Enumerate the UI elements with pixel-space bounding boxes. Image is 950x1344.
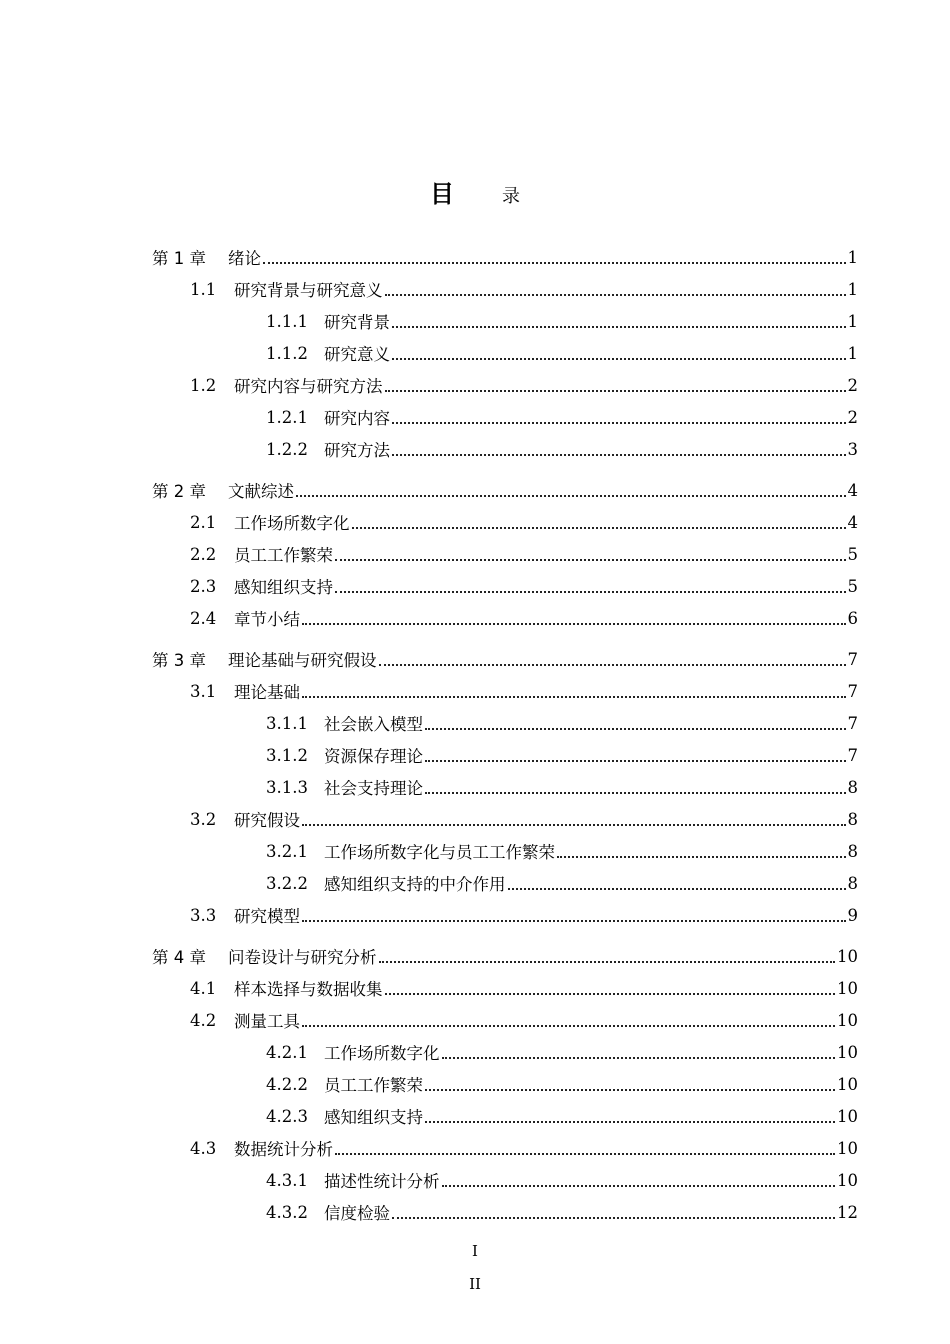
toc-entry[interactable] bbox=[0, 1196, 950, 1228]
toc-entry-title: 员工工作繁荣 bbox=[234, 546, 333, 565]
dot-leader bbox=[423, 771, 848, 803]
toc-entry-title: 社会嵌入模型 bbox=[324, 715, 423, 734]
toc-entry-page: 10 bbox=[837, 1010, 858, 1030]
toc-entry-number: 第 1 章 bbox=[152, 249, 206, 268]
toc-entry-title: 社会支持理论 bbox=[324, 779, 423, 798]
toc-entry-title: 研究模型 bbox=[234, 907, 300, 926]
toc-entry-title: 文献综述 bbox=[228, 482, 294, 501]
toc-entry[interactable] bbox=[0, 305, 950, 337]
toc-entry-page: 8 bbox=[847, 873, 858, 893]
toc-entry-page: 7 bbox=[847, 713, 858, 733]
dot-leader bbox=[300, 899, 848, 931]
toc-entry[interactable] bbox=[0, 803, 950, 835]
toc-entry[interactable] bbox=[0, 1004, 950, 1036]
toc-entry-page: 5 bbox=[847, 544, 858, 564]
toc-entry-page: 10 bbox=[837, 1170, 858, 1190]
dot-leader bbox=[506, 867, 848, 899]
dot-leader bbox=[423, 1100, 837, 1132]
toc-entry-title: 样本选择与数据收集 bbox=[234, 980, 383, 999]
toc-entry[interactable] bbox=[0, 538, 950, 570]
dot-leader bbox=[423, 739, 848, 771]
toc-entry-title: 研究内容与研究方法 bbox=[234, 377, 383, 396]
toc-entry-title: 资源保存理论 bbox=[324, 747, 423, 766]
toc-entry-page: 3 bbox=[847, 439, 858, 459]
toc-entry-number: 第 3 章 bbox=[152, 651, 206, 670]
toc-entry-title: 感知组织支持 bbox=[234, 578, 333, 597]
dot-leader bbox=[261, 241, 848, 273]
toc-entry[interactable] bbox=[0, 1164, 950, 1196]
dot-leader bbox=[390, 1196, 837, 1228]
toc-entry-number: 3.1.3 bbox=[266, 777, 308, 797]
toc-entry-page: 10 bbox=[837, 978, 858, 998]
toc-entry-page: 1 bbox=[847, 343, 858, 363]
toc-entry-title: 数据统计分析 bbox=[234, 1140, 333, 1159]
dot-leader bbox=[300, 675, 848, 707]
toc-entry-page: 10 bbox=[837, 1074, 858, 1094]
toc-entry[interactable] bbox=[0, 899, 950, 931]
toc-entry-page: 1 bbox=[847, 311, 858, 331]
toc-entry-title: 感知组织支持的中介作用 bbox=[324, 875, 506, 894]
page-number-2: II bbox=[469, 1275, 481, 1293]
dot-leader bbox=[423, 707, 848, 739]
toc-entry-page: 7 bbox=[847, 681, 858, 701]
toc-entry-title: 问卷设计与研究分析 bbox=[228, 948, 377, 967]
toc-entry-number: 4.2.1 bbox=[266, 1042, 308, 1062]
toc-entry-title: 工作场所数字化与员工工作繁荣 bbox=[324, 843, 555, 862]
dot-leader bbox=[350, 506, 848, 538]
toc-entry-page: 8 bbox=[847, 777, 858, 797]
toc-entry-title: 感知组织支持 bbox=[324, 1108, 423, 1127]
toc-entry-page: 10 bbox=[837, 1138, 858, 1158]
toc-entry-number: 4.1 bbox=[190, 978, 217, 998]
toc-entry-title: 研究背景 bbox=[324, 313, 390, 332]
dot-leader bbox=[377, 643, 848, 675]
toc-entry-title: 研究假设 bbox=[234, 811, 300, 830]
dot-leader bbox=[390, 305, 848, 337]
toc-entry[interactable] bbox=[0, 1036, 950, 1068]
toc-entry-number: 2.2 bbox=[190, 544, 217, 564]
dot-leader bbox=[333, 1132, 837, 1164]
toc-entry[interactable] bbox=[0, 506, 950, 538]
toc-entry-page: 10 bbox=[837, 1106, 858, 1126]
toc-entry-number: 3.1 bbox=[190, 681, 217, 701]
toc-entry[interactable] bbox=[0, 707, 950, 739]
toc-entry[interactable] bbox=[0, 369, 950, 401]
toc-entry-page: 12 bbox=[837, 1202, 858, 1222]
toc-entry-page: 4 bbox=[847, 512, 858, 532]
toc-entry-page: 4 bbox=[847, 480, 858, 500]
toc-entry[interactable] bbox=[0, 739, 950, 771]
toc-entry-title: 章节小结 bbox=[234, 610, 300, 629]
toc-entry-title: 理论基础与研究假设 bbox=[228, 651, 377, 670]
dot-leader bbox=[383, 972, 838, 1004]
toc-entry-number: 2.4 bbox=[190, 608, 217, 628]
page-title bbox=[0, 176, 950, 215]
dot-leader bbox=[555, 835, 848, 867]
toc-entry[interactable] bbox=[0, 1100, 950, 1132]
dot-leader bbox=[300, 1004, 837, 1036]
toc-entry-number: 第 4 章 bbox=[152, 948, 206, 967]
toc-entry-page: 10 bbox=[837, 946, 858, 966]
toc-entry-title: 工作场所数字化 bbox=[324, 1044, 440, 1063]
dot-leader bbox=[300, 602, 848, 634]
toc-entry-page: 8 bbox=[847, 841, 858, 861]
toc-entry[interactable] bbox=[0, 867, 950, 899]
toc-entry-number: 3.2 bbox=[190, 809, 217, 829]
dot-leader bbox=[333, 538, 848, 570]
toc-entry-page: 2 bbox=[847, 375, 858, 395]
title-char-1: 目 bbox=[430, 180, 454, 208]
toc-entry[interactable] bbox=[0, 771, 950, 803]
dot-leader bbox=[423, 1068, 837, 1100]
toc-entry-title: 工作场所数字化 bbox=[234, 514, 350, 533]
toc-entry-number: 1.2 bbox=[190, 375, 217, 395]
toc-entry[interactable] bbox=[0, 972, 950, 1004]
toc-entry-page: 2 bbox=[847, 407, 858, 427]
toc-entry-number: 1.1.1 bbox=[266, 311, 308, 331]
toc-entry[interactable] bbox=[0, 940, 950, 972]
dot-leader bbox=[383, 273, 848, 305]
dot-leader bbox=[390, 337, 848, 369]
dot-leader bbox=[383, 369, 848, 401]
toc-entry-number: 3.1.2 bbox=[266, 745, 308, 765]
toc-entry-title: 理论基础 bbox=[234, 683, 300, 702]
toc-entry-page: 7 bbox=[847, 649, 858, 669]
toc-entry-number: 3.1.1 bbox=[266, 713, 308, 733]
toc-entry-page: 10 bbox=[837, 1042, 858, 1062]
toc-entry[interactable] bbox=[0, 273, 950, 305]
toc-entry-number: 1.2.1 bbox=[266, 407, 308, 427]
dot-leader bbox=[440, 1164, 838, 1196]
toc-entry-number: 4.2 bbox=[190, 1010, 217, 1030]
toc-entry-title: 信度检验 bbox=[324, 1204, 390, 1223]
toc-entry[interactable] bbox=[0, 337, 950, 369]
toc-entry-page: 1 bbox=[847, 247, 858, 267]
dot-leader bbox=[440, 1036, 838, 1068]
toc-entry-title: 绪论 bbox=[228, 249, 261, 268]
toc-entry-title: 员工工作繁荣 bbox=[324, 1076, 423, 1095]
toc-entry-number: 2.3 bbox=[190, 576, 217, 596]
toc-entry-number: 3.3 bbox=[190, 905, 217, 925]
toc-entry[interactable] bbox=[0, 675, 950, 707]
toc-entry-page: 9 bbox=[847, 905, 858, 925]
toc-entry[interactable] bbox=[0, 474, 950, 506]
toc-entry-page: 5 bbox=[847, 576, 858, 596]
toc-entry[interactable] bbox=[0, 401, 950, 433]
title-char-2: 录 bbox=[502, 186, 520, 207]
toc-entry[interactable] bbox=[0, 1068, 950, 1100]
toc-entry-number: 2.1 bbox=[190, 512, 217, 532]
toc-entry-title: 研究方法 bbox=[324, 441, 390, 460]
toc-entry[interactable] bbox=[0, 1132, 950, 1164]
dot-leader bbox=[390, 401, 848, 433]
toc-entry-title: 研究意义 bbox=[324, 345, 390, 364]
toc-entry[interactable] bbox=[0, 602, 950, 634]
toc-entry-number: 1.1 bbox=[190, 279, 217, 299]
toc-entry[interactable] bbox=[0, 241, 950, 273]
toc-entry-page: 1 bbox=[847, 279, 858, 299]
dot-leader bbox=[300, 803, 848, 835]
toc-entry[interactable] bbox=[0, 433, 950, 465]
toc-entry-title: 测量工具 bbox=[234, 1012, 300, 1031]
dot-leader bbox=[377, 940, 838, 972]
toc-entry-number: 4.2.2 bbox=[266, 1074, 308, 1094]
dot-leader bbox=[294, 474, 848, 506]
toc-entry[interactable] bbox=[0, 643, 950, 675]
toc-entry-number: 4.2.3 bbox=[266, 1106, 308, 1126]
toc-entry-title: 描述性统计分析 bbox=[324, 1172, 440, 1191]
toc-entry-number: 第 2 章 bbox=[152, 482, 206, 501]
toc-entry-number: 1.1.2 bbox=[266, 343, 308, 363]
toc-entry-title: 研究背景与研究意义 bbox=[234, 281, 383, 300]
toc-entry-page: 8 bbox=[847, 809, 858, 829]
toc-entry-page: 6 bbox=[847, 608, 858, 628]
toc-entry-number: 3.2.2 bbox=[266, 873, 308, 893]
toc-entry[interactable] bbox=[0, 570, 950, 602]
dot-leader bbox=[333, 570, 848, 602]
toc-entry-number: 3.2.1 bbox=[266, 841, 308, 861]
toc-entry-title: 研究内容 bbox=[324, 409, 390, 428]
toc-entry[interactable] bbox=[0, 835, 950, 867]
toc-entry-number: 4.3.2 bbox=[266, 1202, 308, 1222]
toc-entry-number: 4.3 bbox=[190, 1138, 217, 1158]
toc-entry-number: 4.3.1 bbox=[266, 1170, 308, 1190]
dot-leader bbox=[390, 433, 848, 465]
page-number-1: I bbox=[472, 1242, 478, 1260]
toc-entry-page: 7 bbox=[847, 745, 858, 765]
toc-entry-number: 1.2.2 bbox=[266, 439, 308, 459]
